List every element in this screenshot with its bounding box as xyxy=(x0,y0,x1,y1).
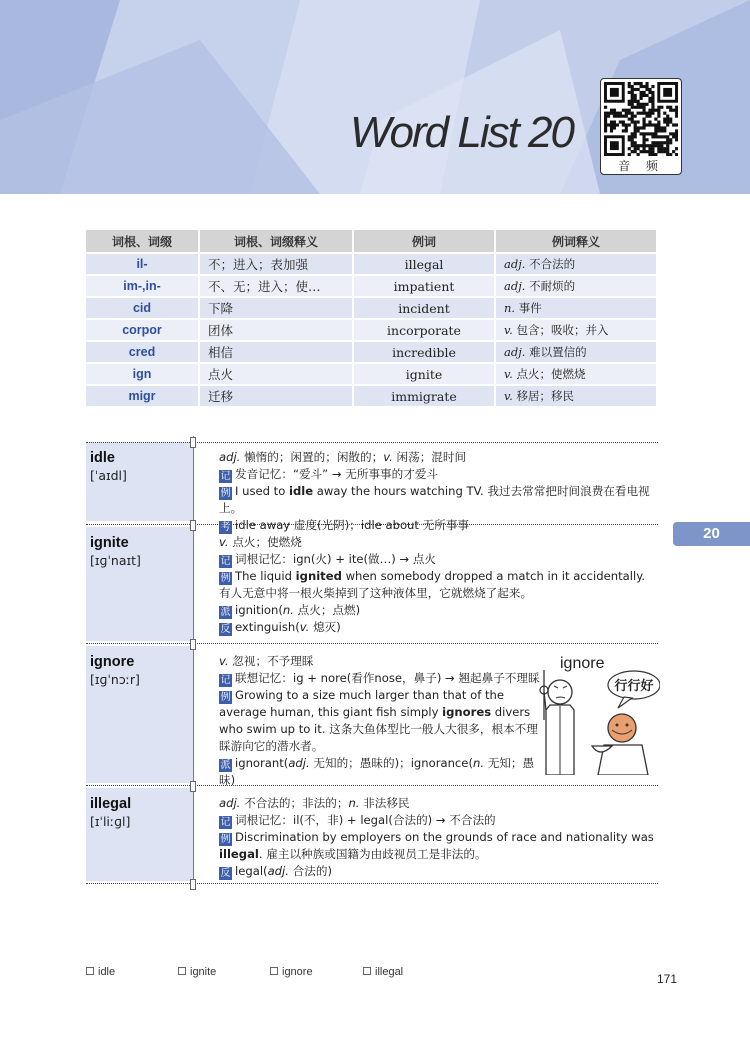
checkbox-icon[interactable] xyxy=(86,967,94,975)
pos-label: v. xyxy=(383,450,393,464)
phonetic: [ɪɡˈnaɪt] xyxy=(90,553,141,568)
derivative-meaning: 点火；点燃 xyxy=(297,603,356,617)
example-pos: n. xyxy=(504,301,516,315)
derivative-word: ignition xyxy=(235,603,279,617)
definition-text: 不合法的；非法的 xyxy=(244,796,337,810)
example-cell: incredible xyxy=(353,341,495,363)
definition-line xyxy=(219,653,540,670)
example-meaning-text: 事件 xyxy=(518,301,542,315)
derivative-tag-icon: 派 xyxy=(220,760,231,771)
pos-label: v. xyxy=(219,654,229,668)
root-meaning-cell: 不；进入；表加强 xyxy=(199,253,353,275)
example-line xyxy=(219,568,658,602)
root-cell: ign xyxy=(86,363,199,385)
example-text-pre: Growing to a size much larger than that of the average human, this giant fish simply xyxy=(219,688,504,719)
checklist-item[interactable] xyxy=(270,966,313,978)
example-meaning-text: 移居；移民 xyxy=(516,389,574,403)
table-row xyxy=(86,385,657,406)
headword: ignite xyxy=(90,535,129,551)
definition-line: adj. 懒惰的；闲置的；闲散的；v. 闲荡；混时间 xyxy=(219,450,467,464)
example-pos: adj. xyxy=(504,345,526,359)
example-cell: incorporate xyxy=(353,319,495,341)
qr-label: 音 频 xyxy=(618,159,664,173)
phonetic: [ɪˈliːɡl] xyxy=(90,814,131,829)
derivative-word: ignorance xyxy=(410,756,469,770)
antonym-meaning: 合法的 xyxy=(292,864,328,878)
header-example: 例词 xyxy=(353,230,495,253)
exam-line xyxy=(219,517,658,534)
pos-label: n. xyxy=(472,756,485,770)
pos-label: adj. xyxy=(219,450,241,464)
example-meaning-cell xyxy=(495,253,657,275)
page-header xyxy=(0,0,750,194)
definition-text: 忽视；不予理睬 xyxy=(232,654,314,668)
header-example-meaning: 例词释义 xyxy=(495,230,657,253)
ignore-cartoon-illustration xyxy=(538,650,660,775)
derivative-tag-icon: 派 xyxy=(220,607,231,618)
root-meaning-cell: 点火 xyxy=(199,363,353,385)
example-pos: v. xyxy=(504,323,513,337)
antonym-line: 反 legal(adj. 合法的) xyxy=(220,864,332,879)
antonym-tag-icon: 反 xyxy=(220,624,231,635)
headword: ignore xyxy=(90,654,135,670)
example-text-post: away the hours watching TV. 我过去常常把时间浪费在看电视上。 xyxy=(219,484,650,515)
example-meaning-text: 不耐烦的 xyxy=(529,279,576,293)
table-row xyxy=(86,319,657,341)
checkbox-icon[interactable] xyxy=(178,967,186,975)
memory-tag-icon: 记 xyxy=(220,471,231,482)
memory-tag-icon: 记 xyxy=(220,817,231,828)
memory-line xyxy=(219,812,658,829)
definition-line xyxy=(219,534,658,551)
definition-block xyxy=(219,653,540,789)
divider-marker xyxy=(190,639,196,650)
divider-marker xyxy=(190,879,196,890)
example-pos: adj. xyxy=(504,257,526,271)
root-cell: migr xyxy=(86,385,199,406)
example-cell: incident xyxy=(353,297,495,319)
example-cell: ignite xyxy=(353,363,495,385)
definition-block xyxy=(219,534,658,636)
memory-line xyxy=(219,551,658,568)
header-root: 词根、词缀 xyxy=(86,230,199,253)
checklist-item[interactable] xyxy=(86,966,115,978)
table-row xyxy=(86,341,657,363)
antonym-word: legal xyxy=(235,864,264,878)
example-line xyxy=(219,687,540,755)
checklist-label: idle xyxy=(98,966,116,978)
example-pos: v. xyxy=(504,389,513,403)
table-row xyxy=(86,363,657,385)
checklist-label: ignore xyxy=(282,966,313,978)
definition-block xyxy=(219,449,658,534)
example-meaning-cell xyxy=(495,341,657,363)
headword: illegal xyxy=(90,796,132,812)
pos-label: n. xyxy=(348,796,360,810)
example-meaning-text: 包含；吸收；并入 xyxy=(516,323,609,337)
pos-label: adj. xyxy=(288,756,310,770)
example-meaning-cell xyxy=(495,275,657,297)
memory-line xyxy=(219,670,540,687)
derivative-meaning: 无知；愚昧 xyxy=(219,756,535,787)
root-cell: im-,in- xyxy=(86,275,199,297)
root-meaning-cell: 相信 xyxy=(199,341,353,363)
antonym-line: 反 extinguish(v. 熄灭) xyxy=(220,620,341,635)
root-cell: cred xyxy=(86,341,199,363)
definition-block xyxy=(219,795,658,880)
definition-text: 懒惰的；闲置的；闲散的 xyxy=(244,450,372,464)
example-highlight: illegal xyxy=(219,847,259,861)
phonetic: [ɪɡˈnɔːr] xyxy=(90,672,140,687)
header-root-meaning: 词根、词缀释义 xyxy=(199,230,353,253)
example-highlight: ignited xyxy=(295,569,342,583)
beggar-head-icon xyxy=(608,714,636,742)
example-highlight: idle xyxy=(289,484,314,498)
checkbox-icon[interactable] xyxy=(363,967,371,975)
exam-text: idle away 虚度(光阴)；idle about 无所事事 xyxy=(235,518,470,532)
example-tag-icon: 例 xyxy=(220,488,231,499)
page-number: 171 xyxy=(657,972,678,986)
root-cell: corpor xyxy=(86,319,199,341)
checkbox-icon[interactable] xyxy=(270,967,278,975)
definition-text: 闲荡；混时间 xyxy=(396,450,467,464)
derivative-line: 派 ignition(n. 点火；点燃) xyxy=(220,603,361,618)
pos-label: v. xyxy=(299,620,310,634)
example-line xyxy=(219,483,658,517)
example-tag-icon: 例 xyxy=(220,834,231,845)
memory-line xyxy=(219,466,658,483)
entry-divider xyxy=(193,436,194,886)
example-pos: adj. xyxy=(504,279,526,293)
root-meaning-cell: 下降 xyxy=(199,297,353,319)
cartoon-speech: 行行好 xyxy=(614,679,654,694)
cartoon-word: ignore xyxy=(560,655,605,672)
checklist-label: ignite xyxy=(190,966,217,978)
definition-text: 点火；使燃烧 xyxy=(232,535,302,549)
divider-marker xyxy=(190,520,196,531)
antonym-tag-icon: 反 xyxy=(220,868,231,879)
pos-label: v. xyxy=(219,535,229,549)
example-tag-icon: 例 xyxy=(220,692,231,703)
qr-code[interactable] xyxy=(600,78,682,175)
root-cell: cid xyxy=(86,297,199,319)
man-head-icon xyxy=(548,680,572,704)
antonym-meaning: 熄灭 xyxy=(313,620,337,634)
roots-table xyxy=(86,230,658,406)
entry-separator xyxy=(86,442,658,443)
example-highlight: ignores xyxy=(442,705,492,719)
pos-label: adj. xyxy=(219,796,241,810)
headword: idle xyxy=(90,450,115,466)
table-row xyxy=(86,275,657,297)
definition-text: 非法移民 xyxy=(363,796,410,810)
antonym-word: extinguish xyxy=(235,620,296,634)
example-meaning-cell xyxy=(495,297,657,319)
pos-label: n. xyxy=(282,603,294,617)
divider-marker xyxy=(190,781,196,792)
unit-side-tab[interactable]: 20 xyxy=(673,522,750,546)
checklist-item[interactable] xyxy=(178,966,216,978)
example-tag-icon: 例 xyxy=(220,573,231,584)
example-pos: v. xyxy=(504,367,513,381)
example-text-post: . 雇主以种族或国籍为由歧视员工是非法的。 xyxy=(258,847,487,861)
memory-text: 联想记忆：ig + nore(看作nose，鼻子) → 翘起鼻子不理睬 xyxy=(235,671,540,685)
exam-tag-icon: 考 xyxy=(220,522,231,533)
derivative-word: ignorant xyxy=(235,756,284,770)
example-cell: illegal xyxy=(353,253,495,275)
checklist-label: illegal xyxy=(375,966,404,978)
memory-text: 发音记忆：“爱斗” → 无所事事的才爱斗 xyxy=(235,467,439,481)
table-row xyxy=(86,297,657,319)
pos-label: adj. xyxy=(267,864,289,878)
page-title: Word List 20 xyxy=(350,108,573,157)
example-meaning-text: 点火；使燃烧 xyxy=(516,367,586,381)
example-meaning-cell xyxy=(495,363,657,385)
example-line xyxy=(219,829,658,863)
example-meaning-cell xyxy=(495,319,657,341)
root-meaning-cell: 迁移 xyxy=(199,385,353,406)
roots-table-header xyxy=(86,230,657,253)
example-meaning-cell xyxy=(495,385,657,406)
example-text-pre: Discrimination by employers on the grounds of race and nationality was xyxy=(235,830,654,844)
example-meaning-text: 难以置信的 xyxy=(529,345,587,359)
example-text-pre: I used to xyxy=(235,484,289,498)
example-cell: impatient xyxy=(353,275,495,297)
entry-separator xyxy=(86,883,658,884)
phonetic: [ˈaɪdl] xyxy=(90,468,127,483)
root-meaning-cell: 团体 xyxy=(199,319,353,341)
memory-text: 词根记忆：ign(火) + ite(做…) → 点火 xyxy=(235,552,437,566)
example-text-post: when somebody dropped a match in it accidentally. 有人无意中将一根火柴掉到了这种液体里，它就燃烧了起来。 xyxy=(219,569,646,600)
qr-code-icon xyxy=(604,82,678,156)
table-row xyxy=(86,253,657,275)
entry-separator xyxy=(86,643,658,644)
root-meaning-cell: 不、无；进入；使… xyxy=(199,275,353,297)
example-text-pre: The liquid xyxy=(235,569,296,583)
derivative-line: 派 ignorant(adj. 无知的；愚昧的)；ignorance(n. 无知；愚昧) xyxy=(219,756,535,787)
divider-marker xyxy=(190,437,196,448)
vocab-entries xyxy=(86,436,658,886)
memory-tag-icon: 记 xyxy=(220,556,231,567)
example-cell: immigrate xyxy=(353,385,495,406)
definition-line: adj. 不合法的；非法的；n. 非法移民 xyxy=(219,796,410,810)
example-meaning-text: 不合法的 xyxy=(529,257,576,271)
example-text-post: divers who swim up to it. 这条大鱼体型比一般人大很多，根本不理睬游向它的潜水者。 xyxy=(219,705,538,753)
root-cell: il- xyxy=(86,253,199,275)
memory-text: 词根记忆：il(不，非) + legal(合法的) → 不合法的 xyxy=(235,813,496,827)
checklist-item[interactable] xyxy=(363,966,403,978)
memory-tag-icon: 记 xyxy=(220,675,231,686)
derivative-meaning: 无知的；愚昧的 xyxy=(313,756,395,770)
